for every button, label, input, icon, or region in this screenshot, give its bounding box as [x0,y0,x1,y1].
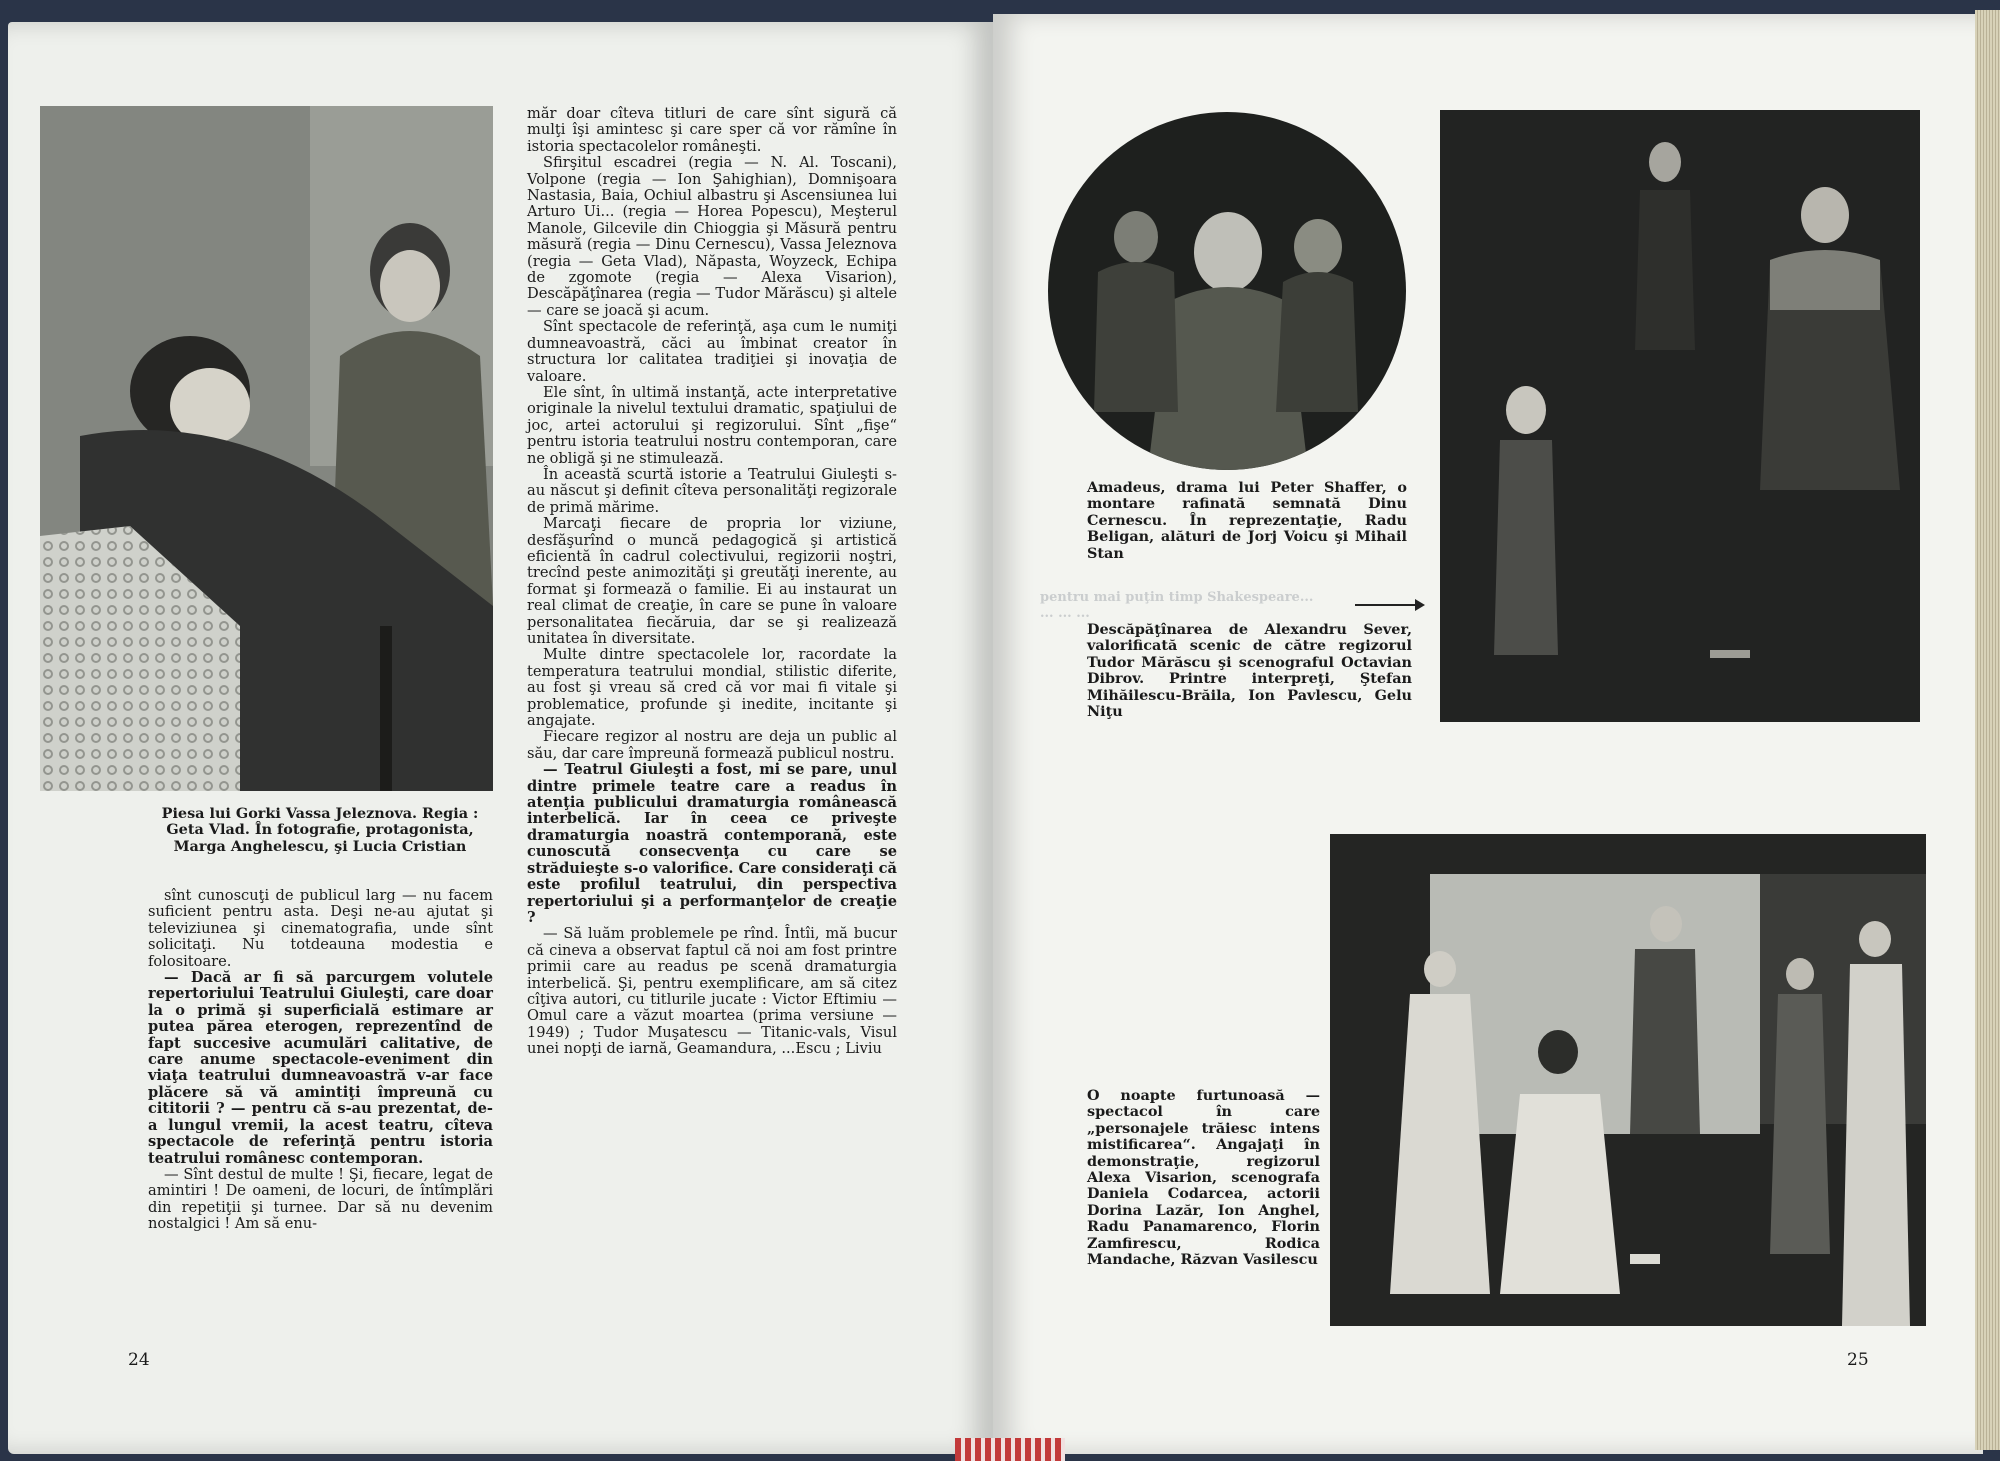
page-edges [1975,10,2000,1450]
article-column-2 [527,106,897,1058]
paragraph: măr doar cîteva titluri de care sînt sigură că mulţi îşi amintesc şi care sper că vor rămîne în istoria spectacolelor româneşti. [527,105,897,155]
paragraph: Marcaţi fiecare de propria lor viziune, desfăşurînd o muncă pedagogică şi artistică eficientă în cadrul colectivului, regizorii noştri, trecînd peste animozităţi şi greutăţi inerente, au format şi formează o familie. Ei au instaurat un real climat de creaţie, în care se pune în valoare personalitatea fiecăruia, dar se şi realizează unitatea în diversitate. [527,515,897,647]
caption-vassa-jeleznova: Piesa lui Gorki Vassa Jeleznova. Regia : Geta Vlad. În fotografie, protagonista, Marga Anghelescu, şi Lucia Cristian [161,805,479,855]
paragraph: Fiecare regizor al nostru are deja un public al său, dar care împreună formează publicul nostru. [527,728,897,762]
paragraph: — Dacă ar fi să parcurgem volutele repertoriului Teatrului Giuleşti, care doar la o primă şi superficială estimare ar putea părea eterogen, reprezentînd de fapt succesive acumulări calitative, de care anume spectacole-eveniment din viaţa teatrului dumneavoastră v-ar face plăcere să vă amintiţi împreună cu cititorii ? — pentru că s-au prezentat, de-a lungul vremii, la acest teatru, cîteva spectacole de referinţă pentru istoria teatrului românesc contemporan. [148,969,493,1167]
caption-amadeus: Amadeus, drama lui Peter Shaffer, o montare rafinată semnată Dinu Cernescu. În reprezentaţie, Radu Beligan, alături de Jorj Voicu şi Mihail Stan [1087,479,1407,562]
photo-amadeus [1048,112,1406,470]
paragraph: — Sînt destul de multe ! Şi, fiecare, legat de amintiri ! De oameni, de locuri, de întîmplări din repetiţii şi turnee. Dar să nu devenim nostalgici ! Am să enu- [148,1165,493,1233]
photo-descapatinarea [1440,110,1920,722]
article-column-1 [148,888,493,1233]
page-number-left: 24 [128,1350,150,1370]
paragraph: sînt cunoscuţi de publicul larg — nu facem suficient pentru asta. Deşi ne-au ajutat şi televiziunea şi cinematografia, unde sînt solicitaţi. Nu totdeauna modestia e folositoare. [148,887,493,970]
paragraph: Sfirşitul escadrei (regia — N. Al. Toscani), Volpone (regia — Ion Şahighian), Domnişoara Nastasia, Baia, Ochiul albastru şi Ascensiunea lui Arturo Ui... (regia — Horea Popescu), Meşterul Manole, Gilcevile din Chioggia şi Măsură pentru măsură (regia — Dinu Cernescu), Vassa Jeleznova (regia — Geta Vlad), Năpasta, Woyzeck, Echipa de zgomote (regia — Alexa Visarion), Descăpăţînarea (regia — Tudor Mărăscu) şi altele — care se joacă şi acum. [527,154,897,319]
caption-arrow [1355,604,1423,606]
paragraph: Ele sînt, în ultimă instanţă, acte interpretative originale la nivelul textului dramatic, spaţiului de joc, artei actorului şi regizorului. Sînt „fişe“ pentru istoria teatrului nostru contemporan, care ne obligă şi ne stimulează. [527,383,897,467]
photo-o-noapte-furtunoasa [1330,834,1926,1326]
caption-o-noapte-furtunoasa: O noapte furtunoasă — spectacol în care „personajele trăiesc intens mistificarea“. Angajaţi în demonstraţie, regizorul Alexa Visarion, scenografa Daniela Codarcea, actorii Dorina Lazăr, Ion Anghel, Radu Panamarenco, Florin Zamfirescu, Rodica Mandache, Răzvan Vasilescu [1087,1087,1320,1269]
paragraph: Sînt spectacole de referinţă, aşa cum le numiţi dumneavoastră, căci au îmbinat creator în structura lor calitatea tradiţiei şi inovaţia de valoare. [527,318,897,385]
paragraph: — Să luăm problemele pe rînd. Întîi, mă bucur că cineva a observat faptul că noi am fost printre primii care au readus pe scenă dramaturgia interbelică. Şi, pentru exemplificare, am să citez cîţiva autori, cu titlurile jucate : Victor Eftimiu — Omul care a văzut moartea (prima versiune — 1949) ; Tudor Muşatescu — Titanic-vals, Visul unei nopţi de iarnă, Geamandura, ...Escu ; Liviu [527,925,897,1058]
photo-vassa-jeleznova [40,106,493,791]
page-number-right: 25 [1847,1350,1869,1370]
spine-ribbon [955,1438,1065,1461]
paragraph: Multe dintre spectacolele lor, racordate la temperatura teatrului mondial, stilistic diferite, au fost şi vreau să cred că vor mai fi vitale şi problematice, profunde şi inedite, incitante şi angajate. [527,646,897,730]
paragraph: — Teatrul Giuleşti a fost, mi se pare, unul dintre primele teatre care a readus în atenţia publicului dramaturgia românească interbelică. Iar în ceea ce priveşte dramaturgia noastră contemporană, este cunoscută consecvenţa cu care se străduieşte s-o valorifice. Care consideraţi că este profilul teatrului, din perspectiva repertoriului şi a performanţelor de creaţie ? [527,761,898,926]
paragraph: În această scurtă istorie a Teatrului Giuleşti s-au născut şi definit cîteva personalităţi regizorale de primă mărime. [527,465,897,516]
caption-descapatinarea: Descăpăţînarea de Alexandru Sever, valorificată scenic de către regizorul Tudor Mărăscu şi scenograful Octavian Dibrov. Printre interpreţi, Ştefan Mihăilescu-Brăila, Ion Pavlescu, Gelu Niţu [1087,621,1412,721]
show-through-text: pentru mai puţin timp Shakespeare... ... ... ... [1040,590,1314,621]
